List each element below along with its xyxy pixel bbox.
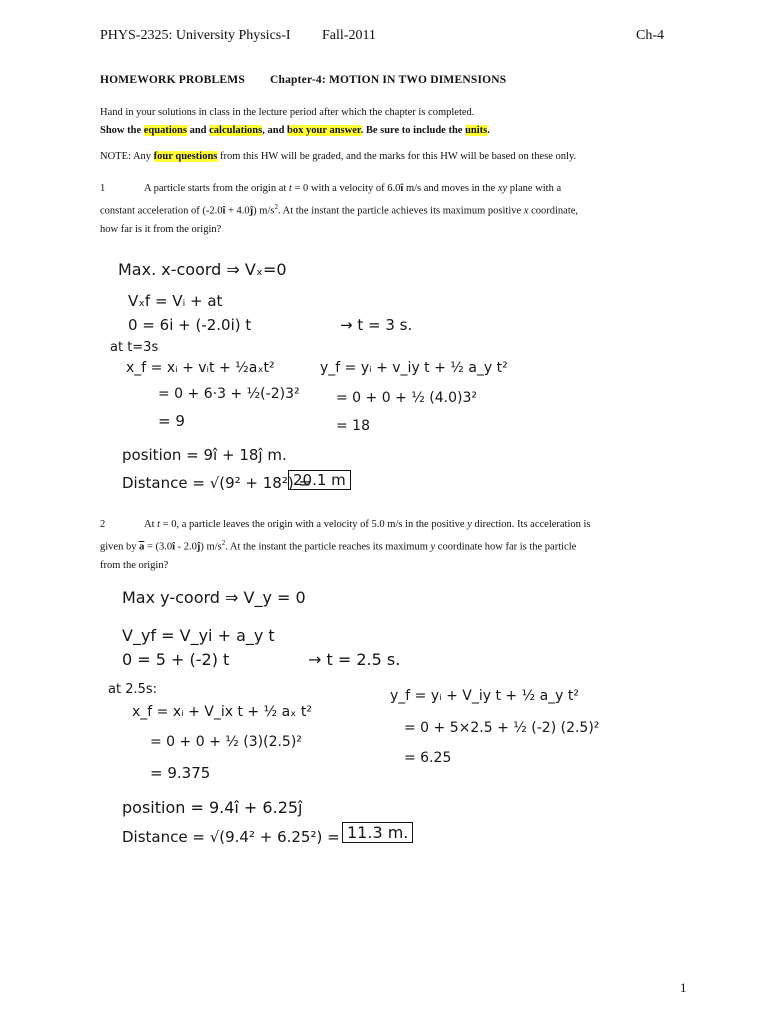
q2-handwritten-solution <box>108 580 628 860</box>
text-run: xy <box>497 183 508 194</box>
instruction-line-2 <box>100 122 680 140</box>
highlight-box-answer: box your answer <box>287 125 361 136</box>
homework-label: HOMEWORK PROBLEMS <box>100 74 245 86</box>
text-run: A particle starts from the origin at <box>144 183 289 194</box>
text-run: NOTE: Any <box>100 151 154 162</box>
text-run: from this HW will be graded, and the marks for this HW will be based on these only. <box>217 151 577 162</box>
text-run: coordinate, <box>528 205 579 217</box>
hw-line: Distance = √(9² + 18²) = <box>122 474 312 492</box>
q1-line-1 <box>100 180 680 198</box>
hw-line: = 0 + 0 + ½ (3)(2.5)² <box>150 734 302 750</box>
text-run: = 0, a particle leaves the origin with a velocity of 5.0 m/s in the positive <box>160 519 468 530</box>
text-run: given by <box>100 541 140 553</box>
hw-line: Max. x-coord ⇒ Vₓ=0 <box>118 260 287 279</box>
page-number: 1 <box>680 980 687 995</box>
hw-line: 0 = 5 + (-2) t <box>122 650 230 669</box>
hw-line: y_f = yᵢ + V_iy t + ½ a_y t² <box>390 688 580 704</box>
chapter-tag: Ch-4 <box>636 28 664 43</box>
instructions <box>100 104 680 140</box>
hw-line: = 9 <box>158 412 185 430</box>
question-2 <box>100 516 680 575</box>
hw-line: x_f = xᵢ + V_ix t + ½ aₓ t² <box>132 704 312 720</box>
unit-vector-j: ĵ <box>196 541 201 553</box>
hw-line: = 9.375 <box>150 764 211 782</box>
hw-line: Distance = √(9.4² + 6.25²) = <box>122 828 340 846</box>
term: Fall-2011 <box>322 28 376 43</box>
homework-title <box>100 74 528 86</box>
hw-line: Vₓf = Vᵢ + at <box>128 292 223 310</box>
highlight-calculations: calculations <box>209 125 263 136</box>
question-1 <box>100 180 680 239</box>
text-run: ) m/s <box>253 205 275 217</box>
unit-vector-j: ĵ <box>249 205 254 217</box>
text-run: + 4.0 <box>225 205 250 217</box>
hw-line: = 0 + 6·3 + ½(-2)3² <box>158 386 300 402</box>
text-run: x <box>523 205 529 217</box>
text-run: y <box>467 519 472 530</box>
boxed-answer: 11.3 m. <box>342 822 413 843</box>
hw-line: position = 9î + 18ĵ m. <box>122 446 287 464</box>
hw-line: at t=3s <box>110 340 159 355</box>
q2-line-2 <box>100 534 680 557</box>
hw-line: position = 9.4î + 6.25ĵ <box>122 798 303 817</box>
text-run: . At the instant the particle reaches its maximum <box>225 541 431 553</box>
boxed-answer: 20.1 m <box>288 470 351 490</box>
text-run: and <box>186 125 210 136</box>
unit-vector-i: î <box>222 205 226 217</box>
highlight-four-questions: four questions <box>153 151 218 162</box>
text-run: plane with a <box>507 183 562 194</box>
text-run: Show the <box>100 125 144 136</box>
q1-line-2 <box>100 198 680 221</box>
course-title: PHYS-2325: University Physics-I <box>100 28 291 43</box>
hw-line: = 0 + 5×2.5 + ½ (-2) (2.5)² <box>404 720 600 736</box>
text-run: direction. Its acceleration is <box>471 519 591 530</box>
unit-vector-i: î <box>400 183 404 194</box>
text-run: t <box>288 183 292 194</box>
text-run: , and <box>262 125 288 136</box>
hw-line: → t = 3 s. <box>340 316 413 334</box>
hw-line: at 2.5s: <box>108 682 158 697</box>
text-run: constant acceleration of (-2.0 <box>100 205 223 217</box>
hw-line: = 0 + 0 + ½ (4.0)3² <box>336 390 477 406</box>
text-run: = 0 with a velocity of 6.0 <box>291 183 401 194</box>
superscript: 2 <box>274 203 278 211</box>
q1-handwritten-solution <box>108 252 518 504</box>
text-run: m/s and moves in the <box>403 183 498 194</box>
instruction-line-1: Hand in your solutions in class in the lecture period after which the chapter is completed. <box>100 107 475 118</box>
text-run: ) m/s <box>200 541 222 553</box>
hw-line: = 18 <box>336 418 370 434</box>
hw-line: y_f = yᵢ + v_iy t + ½ a_y t² <box>320 360 508 376</box>
question-number: 2 <box>100 519 106 530</box>
hw-line: = 6.25 <box>404 750 452 766</box>
hw-line: V_yf = V_yi + a_y t <box>122 626 275 645</box>
hw-line: 0 = 6i + (-2.0i) t <box>128 316 252 334</box>
highlight-equations: equations <box>143 125 187 136</box>
text-run: coordinate how far is the particle <box>435 541 577 553</box>
q2-line-1 <box>100 516 680 534</box>
question-number: 1 <box>100 183 106 194</box>
text-run: - 2.0 <box>175 541 197 553</box>
text-run: . <box>487 125 490 136</box>
q2-line-3: from the origin? <box>100 559 169 571</box>
note <box>100 148 680 166</box>
vector-a: $\overline{a}$ <box>139 541 145 553</box>
hw-line: Max y-coord ⇒ V_y = 0 <box>122 588 306 607</box>
superscript: 2 <box>221 539 226 547</box>
q1-line-3: how far is it from the origin? <box>100 223 222 235</box>
text-run: At <box>144 519 158 530</box>
text-run: y <box>430 541 436 553</box>
text-run: . At the instant the particle achieves its maximum positive <box>277 205 524 217</box>
highlight-units: units <box>465 125 488 136</box>
text-run: = (3.0 <box>144 541 173 553</box>
text-run: t <box>157 519 161 530</box>
hw-line: x_f = xᵢ + vᵢt + ½aₓt² <box>126 360 275 376</box>
unit-vector-i: î <box>172 541 176 553</box>
text-run: . Be sure to include the <box>360 125 466 136</box>
chapter-title: Chapter-4: MOTION IN TWO DIMENSIONS <box>270 74 507 86</box>
hw-line: → t = 2.5 s. <box>308 650 401 669</box>
